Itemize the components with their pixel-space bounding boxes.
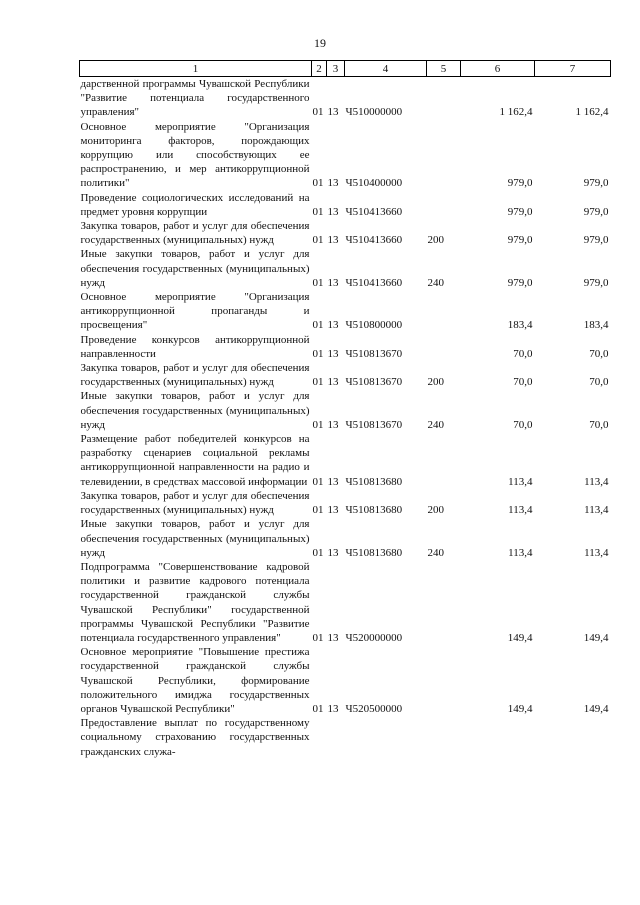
table-row xyxy=(80,432,611,489)
row-amount-year2: 113,4 xyxy=(584,546,609,559)
table-row xyxy=(80,191,611,219)
row-expense-type: 240 xyxy=(427,418,444,431)
row-subsection: 13 xyxy=(327,205,339,218)
row-expense-type xyxy=(427,77,461,120)
row-expense-type xyxy=(427,716,461,759)
row-amount-year1: 149,4 xyxy=(507,702,533,715)
row-expense-type: 200 xyxy=(427,234,444,247)
row-amount-year2: 149,4 xyxy=(583,702,609,715)
row-amount-year2: 183,4 xyxy=(583,319,609,332)
row-subsection: 13 xyxy=(327,475,339,488)
row-target-code: Ч510413660 xyxy=(345,205,403,218)
row-subsection: 13 xyxy=(327,631,339,644)
row-name: Закупка товаров, работ и услуг для обеспечения государственных (муниципальных) нужд xyxy=(80,220,310,247)
row-subsection xyxy=(327,716,345,759)
row-name: Иные закупки товаров, работ и услуг для обеспечения государственных (муниципальных) нужд xyxy=(80,518,310,559)
budget-table xyxy=(79,60,611,759)
row-amount-year2: 70,0 xyxy=(589,347,609,360)
header-col-2: 2 xyxy=(312,61,327,77)
row-amount-year2: 70,0 xyxy=(589,376,609,389)
row-expense-type xyxy=(427,432,461,489)
row-section: 01 xyxy=(312,106,324,119)
row-amount-year2: 979,0 xyxy=(583,276,609,289)
table-row xyxy=(80,716,611,759)
row-subsection: 13 xyxy=(327,376,339,389)
row-name: Основное мероприятие "Организация антикоррупционной пропаганды и просвещения" xyxy=(80,291,310,332)
row-subsection: 13 xyxy=(327,504,339,517)
row-target-code: Ч520500000 xyxy=(345,702,403,715)
row-amount-year2: 149,4 xyxy=(583,631,609,644)
row-amount-year2: 113,4 xyxy=(584,504,609,517)
header-col-5: 5 xyxy=(427,61,461,77)
row-name: Проведение конкурсов антикоррупционной направленности xyxy=(80,333,310,360)
header-col-4: 4 xyxy=(345,61,427,77)
row-name: Подпрограмма "Совершенствование кадровой политики и развитие кадрового потенциала государственной гражданской службы Чувашской Республики" государственной программы Чувашской Республики "Развитие потенциала государственного управления" xyxy=(80,560,310,644)
row-target-code: Ч510413660 xyxy=(345,276,403,289)
row-expense-type: 200 xyxy=(427,504,444,517)
table-row xyxy=(80,389,611,432)
header-row xyxy=(80,61,611,77)
row-expense-type xyxy=(427,290,461,333)
row-name: дарственной программы Чувашской Республики "Развитие потенциала государственного управления" xyxy=(80,78,310,119)
row-section: 01 xyxy=(312,177,324,190)
row-section: 01 xyxy=(312,347,324,360)
header-col-7: 7 xyxy=(535,61,611,77)
table-row xyxy=(80,290,611,333)
row-section: 01 xyxy=(312,376,324,389)
row-target-code: Ч510813680 xyxy=(345,546,403,559)
row-section: 01 xyxy=(312,234,324,247)
row-name: Закупка товаров, работ и услуг для обеспечения государственных (муниципальных) нужд xyxy=(80,362,310,389)
row-section: 01 xyxy=(312,319,324,332)
row-subsection: 13 xyxy=(327,347,339,360)
row-amount-year2: 979,0 xyxy=(583,234,609,247)
row-amount-year1: 113,4 xyxy=(508,546,533,559)
row-amount-year1: 70,0 xyxy=(513,376,533,389)
row-name: Иные закупки товаров, работ и услуг для обеспечения государственных (муниципальных) нужд xyxy=(80,248,310,289)
row-subsection: 13 xyxy=(327,702,339,715)
row-subsection: 13 xyxy=(327,418,339,431)
row-amount-year1: 979,0 xyxy=(507,234,533,247)
page-number: 19 xyxy=(314,36,326,50)
row-name: Основное мероприятие "Повышение престижа государственной гражданской службы Чувашской Республики, формирование положительного имиджа государственных органов Чувашской Республики" xyxy=(80,646,310,715)
row-subsection: 13 xyxy=(327,234,339,247)
row-target-code: Ч510813670 xyxy=(345,347,403,360)
row-section: 01 xyxy=(312,702,324,715)
row-target-code: Ч510413660 xyxy=(345,234,403,247)
row-amount-year2: 70,0 xyxy=(589,418,609,431)
row-target-code: Ч510400000 xyxy=(345,177,403,190)
row-amount-year1: 149,4 xyxy=(507,631,533,644)
row-subsection: 13 xyxy=(327,546,339,559)
row-name: Иные закупки товаров, работ и услуг для обеспечения государственных (муниципальных) нужд xyxy=(80,390,310,431)
row-expense-type: 200 xyxy=(427,376,444,389)
row-section: 01 xyxy=(312,631,324,644)
row-target-code: Ч510000000 xyxy=(345,106,403,119)
row-section: 01 xyxy=(312,418,324,431)
table-row xyxy=(80,361,611,389)
row-section: 01 xyxy=(312,546,324,559)
row-amount-year1 xyxy=(461,716,535,759)
row-amount-year1: 113,4 xyxy=(508,504,533,517)
row-name: Размещение работ победителей конкурсов на разработку сценариев социальной рекламы антикоррупционной направленности на радио и телевидении, в средствах массовой информации xyxy=(80,433,310,488)
row-section: 01 xyxy=(312,475,324,488)
row-name: Закупка товаров, работ и услуг для обеспечения государственных (муниципальных) нужд xyxy=(80,489,310,517)
row-section: 01 xyxy=(312,504,324,517)
row-amount-year1: 113,4 xyxy=(508,475,533,488)
table-row xyxy=(80,560,611,645)
row-amount-year2: 1 162,4 xyxy=(575,106,609,119)
row-expense-type: 240 xyxy=(427,276,444,289)
row-section: 01 xyxy=(312,276,324,289)
row-target-code: Ч510813670 xyxy=(345,418,403,431)
row-amount-year2 xyxy=(535,716,611,759)
table-row xyxy=(80,645,611,716)
row-expense-type xyxy=(427,560,461,645)
header-col-6: 6 xyxy=(461,61,535,77)
row-expense-type xyxy=(427,645,461,716)
row-amount-year1: 979,0 xyxy=(507,205,533,218)
row-subsection: 13 xyxy=(327,319,339,332)
row-amount-year1: 183,4 xyxy=(507,319,533,332)
row-expense-type: 240 xyxy=(427,546,444,559)
table-row xyxy=(80,333,611,361)
row-amount-year1: 70,0 xyxy=(513,418,533,431)
row-section xyxy=(312,716,327,759)
row-amount-year1: 979,0 xyxy=(507,276,533,289)
table-row xyxy=(80,489,611,517)
row-expense-type xyxy=(427,120,461,191)
row-target-code: Ч510813680 xyxy=(345,475,403,488)
row-amount-year1: 1 162,4 xyxy=(499,106,533,119)
row-amount-year2: 979,0 xyxy=(583,205,609,218)
row-expense-type xyxy=(427,333,461,361)
row-amount-year1: 979,0 xyxy=(507,177,533,190)
row-target-code: Ч510800000 xyxy=(345,319,403,332)
row-target-code xyxy=(345,716,427,759)
header-col-3: 3 xyxy=(327,61,345,77)
row-target-code: Ч510813670 xyxy=(345,376,403,389)
table-row xyxy=(80,517,611,560)
table-row xyxy=(80,247,611,290)
row-section: 01 xyxy=(312,205,324,218)
row-amount-year1: 70,0 xyxy=(513,347,533,360)
row-target-code: Ч520000000 xyxy=(345,631,403,644)
row-subsection: 13 xyxy=(327,106,339,119)
table-row xyxy=(80,120,611,191)
row-name: Основное мероприятие "Организация мониторинга факторов, порождающих коррупцию или способствующих ее распространению, и мер антикоррупционной политики" xyxy=(80,120,310,190)
row-subsection: 13 xyxy=(327,177,339,190)
row-subsection: 13 xyxy=(327,276,339,289)
row-name: Предоставление выплат по государственному социальному страхованию государственных гражданских служа- xyxy=(80,717,310,758)
table-row xyxy=(80,219,611,247)
row-expense-type xyxy=(427,191,461,219)
row-amount-year2: 113,4 xyxy=(584,475,609,488)
row-target-code: Ч510813680 xyxy=(345,504,403,517)
table-row xyxy=(80,77,611,120)
header-col-1: 1 xyxy=(80,61,312,77)
row-amount-year2: 979,0 xyxy=(583,177,609,190)
row-name: Проведение социологических исследований на предмет уровня коррупции xyxy=(80,191,310,218)
